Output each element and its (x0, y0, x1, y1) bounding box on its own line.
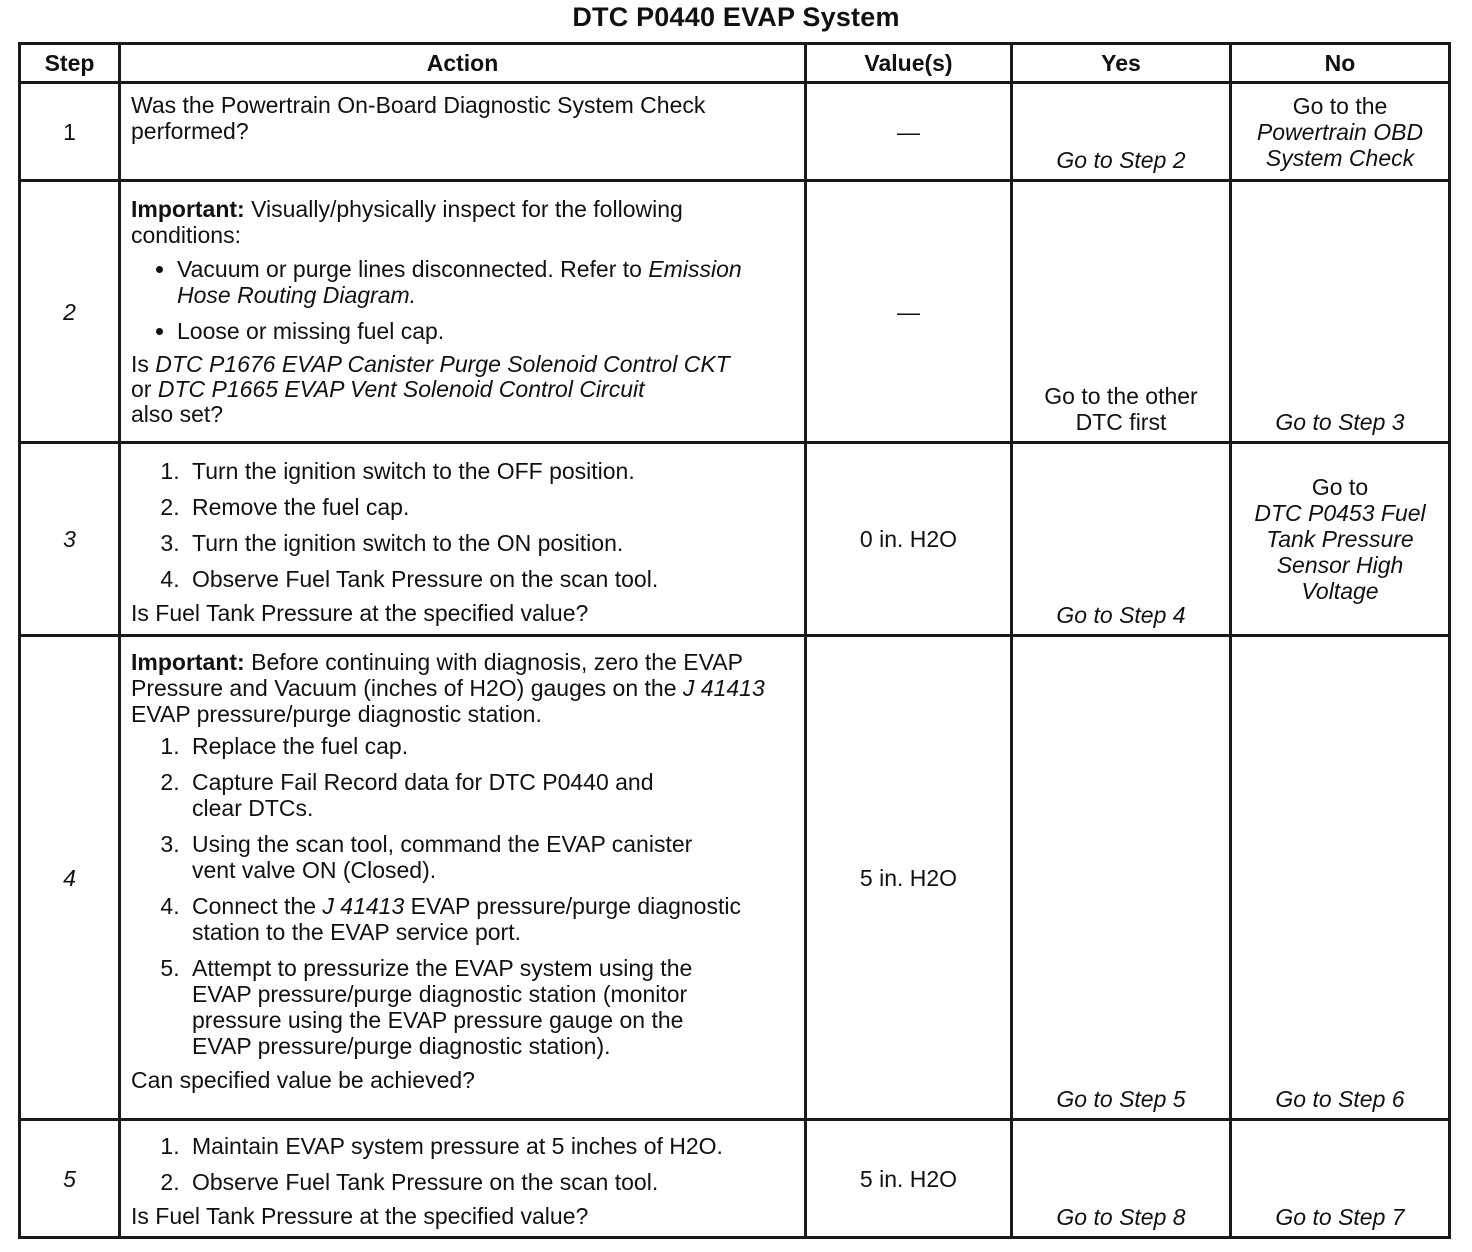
value-cell: — (806, 83, 1012, 181)
list-item: 2. Remove the fuel cap. (186, 494, 796, 520)
step-number: 2 (20, 181, 120, 443)
step-number: 5 (20, 1120, 120, 1238)
procedure-list (131, 458, 796, 592)
value-cell: — (806, 181, 1012, 443)
step-number: 1 (20, 83, 120, 181)
list-item: 2. Observe Fuel Tank Pressure on the scan tool. (186, 1169, 796, 1195)
tool-reference[interactable]: J 41413 (322, 893, 405, 919)
important-note (131, 649, 796, 727)
list-item: 1. Maintain EVAP system pressure at 5 inches of H2O. (186, 1133, 796, 1159)
no-cell (1231, 443, 1450, 636)
no-cell (1231, 83, 1450, 181)
tool-reference[interactable]: J 41413 (682, 675, 765, 701)
question-prefix: Is (131, 351, 149, 377)
list-item: 2. Capture Fail Record data for DTC P0440 and clear DTCs. (186, 769, 786, 821)
action-cell (120, 636, 806, 1120)
yes-cell (1012, 181, 1231, 443)
table-row (20, 636, 1450, 1120)
value-cell: 5 in. H2O (806, 1120, 1012, 1238)
column-header-action: Action (120, 44, 806, 83)
important-label: Important: (131, 649, 245, 675)
step-number: 3 (20, 443, 120, 636)
no-link[interactable]: DTC P0453 Fuel Tank Pressure Sensor High Voltage (1254, 500, 1426, 604)
column-header-no: No (1231, 44, 1450, 83)
no-cell (1231, 1120, 1450, 1238)
important-note (131, 196, 796, 248)
action-question: Is Fuel Tank Pressure at the specified value? (131, 600, 589, 626)
list-item: 1. Turn the ignition switch to the OFF position. (186, 458, 796, 484)
action-cell (120, 443, 806, 636)
no-cell (1231, 181, 1450, 443)
yes-link[interactable]: Go to Step 8 (1056, 1204, 1186, 1230)
table-row (20, 83, 1450, 181)
yes-cell (1012, 443, 1231, 636)
step-number: 4 (20, 636, 120, 1120)
list-item-text: EVAP pressure/purge diagnostic station to the EVAP service port. (192, 893, 741, 945)
list-item-text: Vacuum or purge lines disconnected. Refer to (177, 256, 642, 282)
list-item: 3. Turn the ignition switch to the ON position. (186, 530, 796, 556)
no-link[interactable]: Go to Step 7 (1275, 1204, 1405, 1230)
no-link[interactable]: Go to Step 6 (1275, 1086, 1405, 1112)
action-question: Is Fuel Tank Pressure at the specified value? (131, 1203, 589, 1229)
important-text: Visually/physically inspect for the following conditions: (131, 196, 683, 248)
column-header-step: Step (20, 44, 120, 83)
yes-link[interactable]: Go to Step 5 (1056, 1086, 1186, 1112)
action-cell (120, 181, 806, 443)
no-cell (1231, 636, 1450, 1120)
dtc-link[interactable]: DTC P1665 EVAP Vent Solenoid Control Circuit (157, 376, 645, 402)
yes-link[interactable]: Go to Step 4 (1056, 602, 1186, 628)
list-item: 3. Using the scan tool, command the EVAP canister vent valve ON (Closed). (186, 831, 786, 883)
question-or: or (131, 376, 152, 402)
list-item (186, 893, 786, 945)
no-prefix: Go to (1311, 474, 1369, 500)
page-title: DTC P0440 EVAP System (572, 2, 900, 32)
important-text: Before continuing with diagnosis, zero the EVAP Pressure and Vacuum (inches of H2O) gauges on the (131, 649, 743, 701)
no-link[interactable]: Powertrain OBD System Check (1256, 118, 1424, 171)
procedure-list (131, 1133, 796, 1195)
list-item-text: Loose or missing fuel cap. (177, 318, 445, 344)
action-question (131, 352, 796, 427)
table-row (20, 443, 1450, 636)
important-label: Important: (131, 196, 245, 222)
list-item (177, 256, 796, 308)
list-item (177, 318, 796, 344)
procedure-list (131, 733, 796, 1059)
action-cell (120, 83, 806, 181)
condition-list (131, 256, 796, 344)
column-header-values: Value(s) (806, 44, 1012, 83)
yes-cell (1012, 83, 1231, 181)
value-cell: 5 in. H2O (806, 636, 1012, 1120)
action-question: Was the Powertrain On-Board Diagnostic System Check performed? (131, 92, 706, 144)
action-cell (120, 1120, 806, 1238)
diagnostic-table (18, 42, 1451, 1239)
no-prefix: Go to the (1292, 92, 1388, 119)
header-row (20, 44, 1450, 83)
table-row (20, 181, 1450, 443)
important-text: EVAP pressure/purge diagnostic station. (131, 701, 542, 727)
action-question: Can specified value be achieved? (131, 1067, 475, 1093)
list-item: 4. Observe Fuel Tank Pressure on the scan tool. (186, 566, 796, 592)
yes-cell (1012, 1120, 1231, 1238)
no-link[interactable]: Go to Step 3 (1275, 409, 1405, 435)
value-cell: 0 in. H2O (806, 443, 1012, 636)
dtc-link[interactable]: DTC P1676 EVAP Canister Purge Solenoid Control CKT (155, 351, 730, 377)
list-item: 1. Replace the fuel cap. (186, 733, 786, 759)
yes-link[interactable]: Go to Step 2 (1056, 147, 1186, 173)
reference-link[interactable]: Emission Hose Routing Diagram. (177, 256, 742, 308)
yes-cell (1012, 636, 1231, 1120)
question-suffix: also set? (131, 401, 224, 427)
list-item-text: Connect the (192, 893, 317, 919)
table-row (20, 1120, 1450, 1238)
list-item: 5. Attempt to pressurize the EVAP system using the EVAP pressure/purge diagnostic station (monitor pressure using the EVAP pressure gauge on the EVAP pressure/purge diagnostic station). (186, 955, 786, 1059)
yes-text: Go to the other DTC first (1044, 383, 1198, 435)
column-header-yes: Yes (1012, 44, 1231, 83)
